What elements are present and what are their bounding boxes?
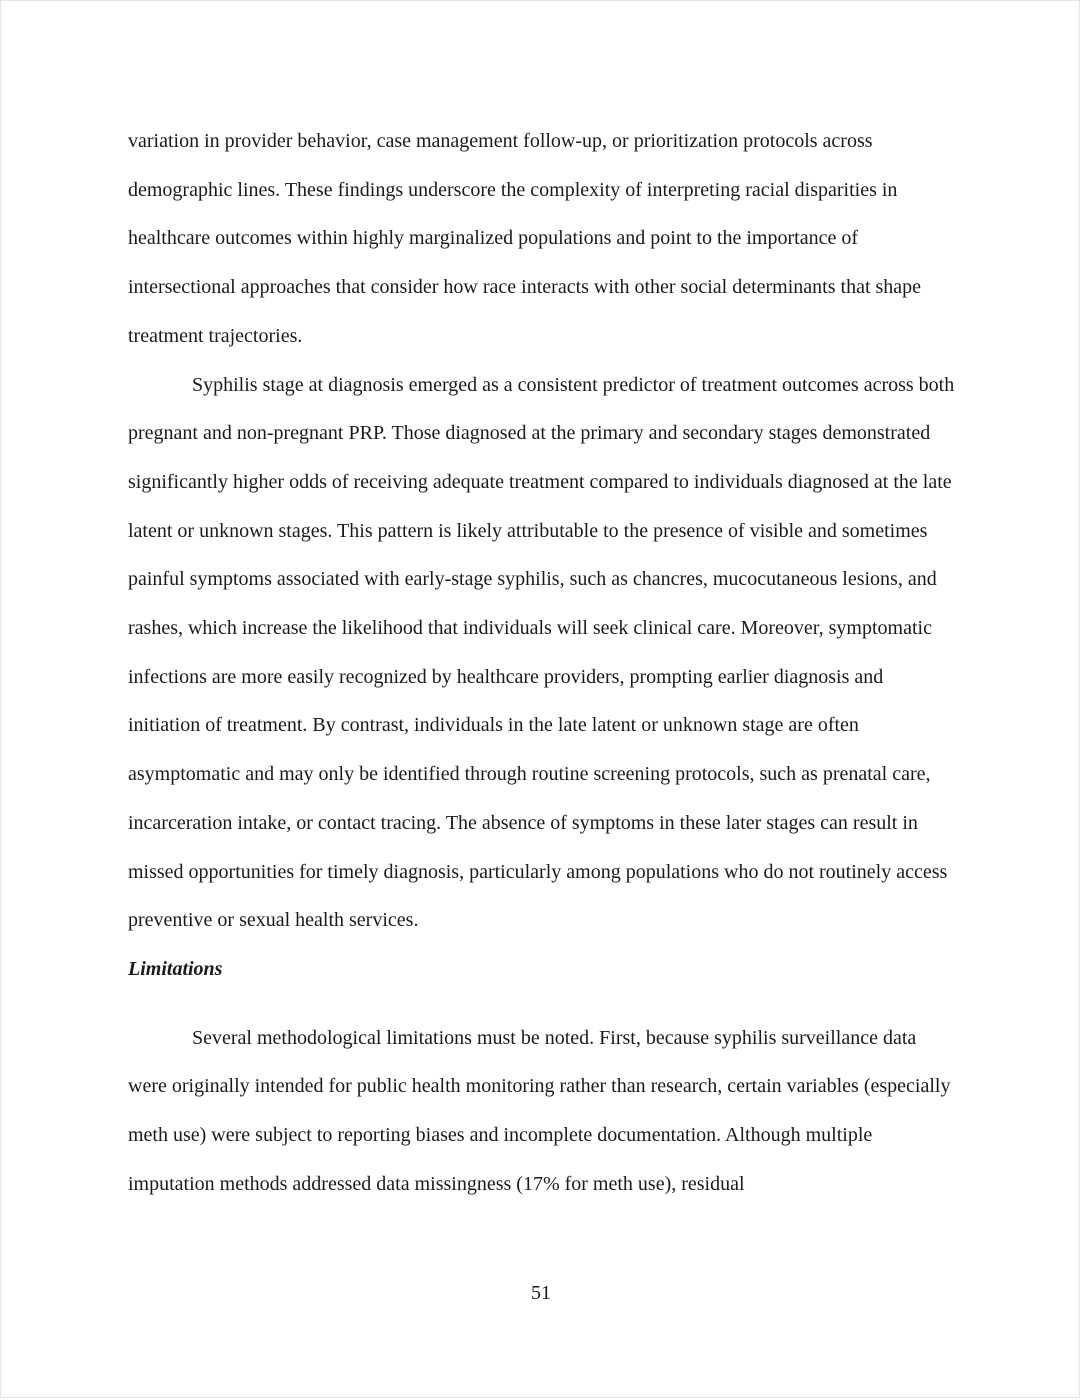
page-number: 51 (531, 1282, 551, 1304)
paragraph-continuation: variation in provider behavior, case management follow-up, or prioritization protocols across demographic lines. These findings underscore the complexity of interpreting racial disparities in healthcare outcomes within highly marginalized populations and point to the importance of intersectional approaches that consider how race interacts with other social determinants that shape treatment trajectories. (128, 130, 922, 347)
document-body (128, 117, 958, 1208)
section-heading-limitations: Limitations (128, 957, 223, 980)
paragraph-syphilis-stage: Syphilis stage at diagnosis emerged as a consistent predictor of treatment outcomes across both pregnant and non-pregnant PRP. Those diagnosed at the primary and secondary stages demonstrated significantly higher odds of receiving adequate treatment compared to individuals diagnosed at the late latent or unknown stages. This pattern is likely attributable to the presence of visible and sometimes painful symptoms associated with early-stage syphilis, such as chancres, mucocutaneous lesions, and rashes, which increase the likelihood that individuals will seek clinical care. Moreover, symptomatic infections are more easily recognized by healthcare providers, prompting earlier diagnosis and initiation of treatment. By contrast, individuals in the late latent or unknown stage are often asymptomatic and may only be identified through routine screening protocols, such as prenatal care, incarceration intake, or contact tracing. The absence of symptoms in these later stages can result in missed opportunities for timely diagnosis, particularly among populations who do not routinely access preventive or sexual health services. (128, 373, 955, 932)
paragraph-limitations: Several methodological limitations must be noted. First, because syphilis surveillance data were originally intended for public health monitoring rather than research, certain variables (especially meth use) were subject to reporting biases and incomplete documentation. Although multiple imputation methods addressed data missingness (17% for meth use), residual (128, 1026, 951, 1195)
